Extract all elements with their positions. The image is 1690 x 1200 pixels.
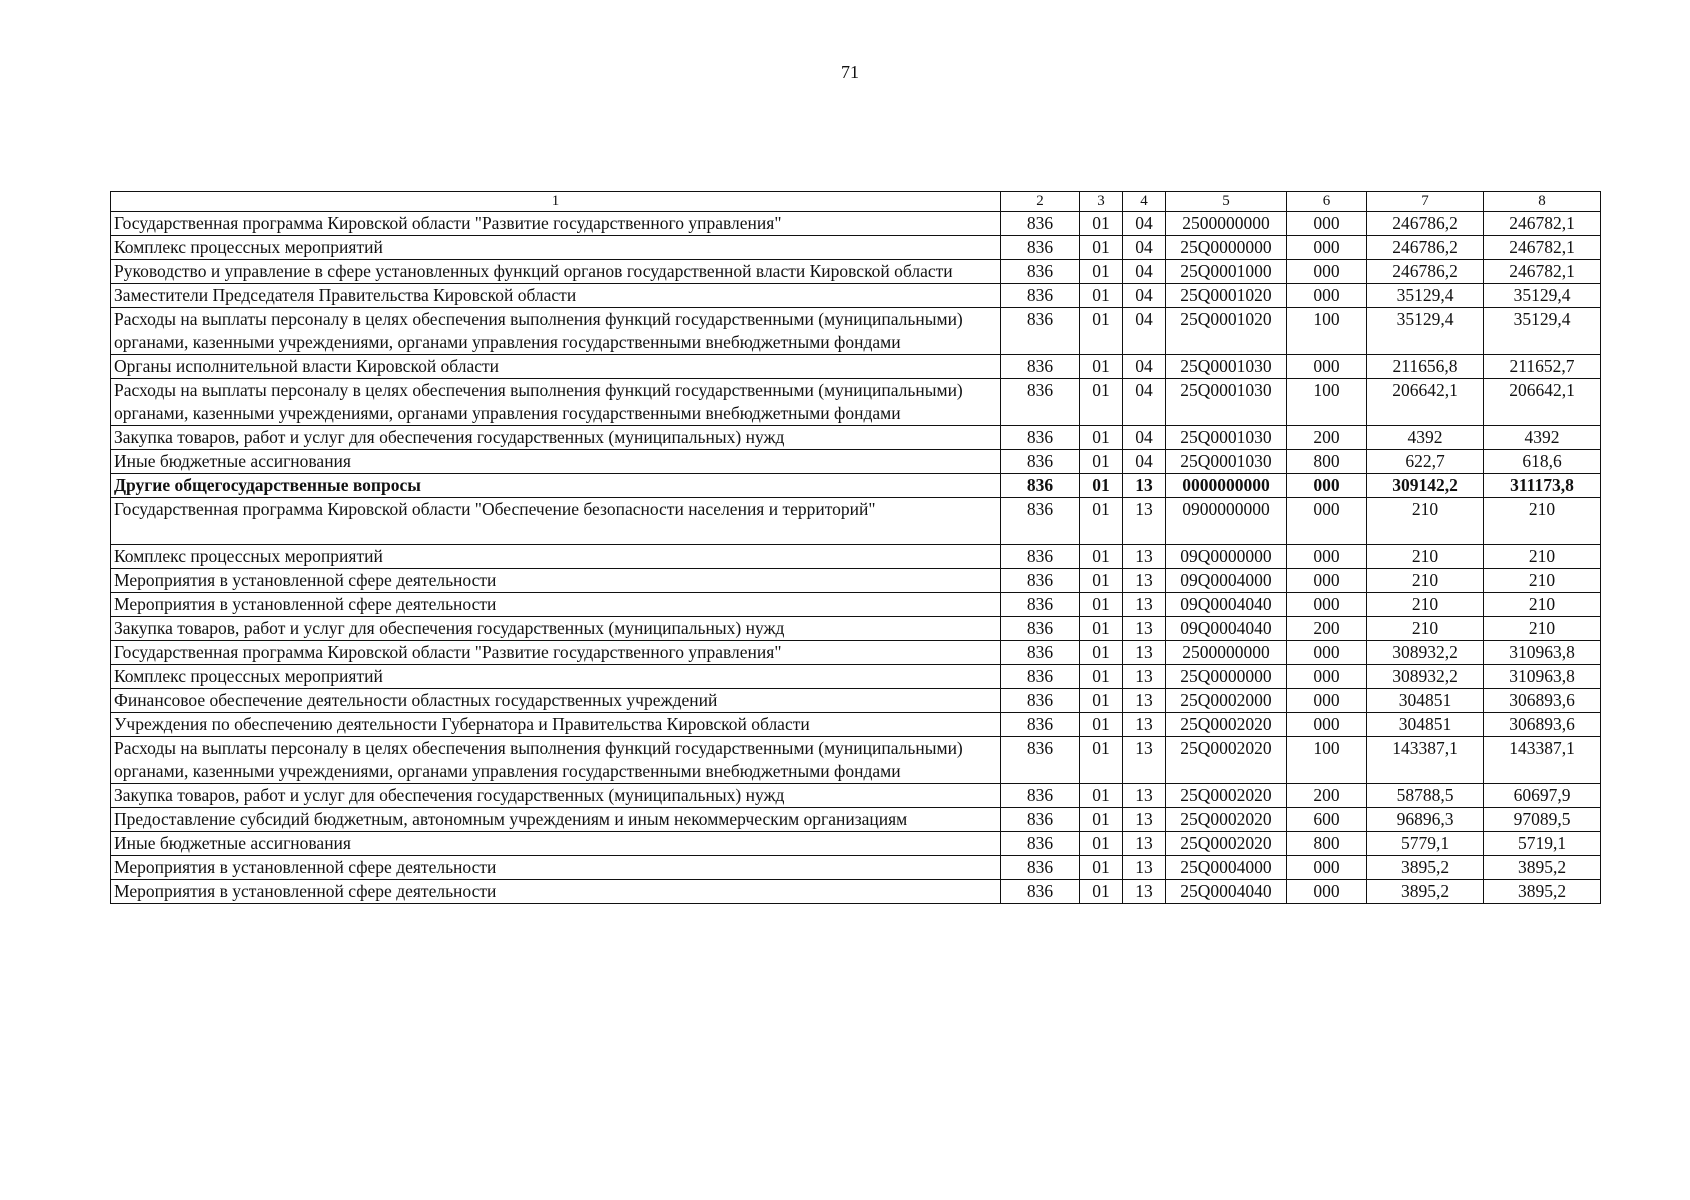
- cell-section: 01: [1080, 856, 1123, 880]
- cell-subsection: 04: [1123, 379, 1166, 426]
- cell-amount-year1: 210: [1367, 593, 1484, 617]
- cell-target-article: 25Q0002020: [1166, 737, 1287, 784]
- cell-section: 01: [1080, 426, 1123, 450]
- cell-name: Комплекс процессных мероприятий: [111, 236, 1001, 260]
- table-row: [111, 784, 1601, 808]
- cell-name: Предоставление субсидий бюджетным, автономным учреждениям и иным некоммерческим организациям: [111, 808, 1001, 832]
- cell-admin-code: 836: [1001, 641, 1080, 665]
- budget-table: [110, 191, 1601, 904]
- cell-name: Органы исполнительной власти Кировской области: [111, 355, 1001, 379]
- cell-target-article: 09Q0004000: [1166, 569, 1287, 593]
- cell-amount-year2: 4392: [1484, 426, 1601, 450]
- cell-expense-type: 000: [1287, 236, 1367, 260]
- table-row: [111, 689, 1601, 713]
- cell-name: Расходы на выплаты персоналу в целях обеспечения выполнения функций государственными (муниципальными) органами, казенными учреждениями, органами управления государственными внебюджетными фондами: [111, 308, 1001, 355]
- cell-name: Финансовое обеспечение деятельности областных государственных учреждений: [111, 689, 1001, 713]
- cell-amount-year2: 143387,1: [1484, 737, 1601, 784]
- cell-subsection: 13: [1123, 641, 1166, 665]
- cell-target-article: 25Q0002020: [1166, 808, 1287, 832]
- cell-expense-type: 000: [1287, 260, 1367, 284]
- cell-name: Заместители Председателя Правительства Кировской области: [111, 284, 1001, 308]
- cell-amount-year2: 210: [1484, 569, 1601, 593]
- cell-amount-year1: 206642,1: [1367, 379, 1484, 426]
- table-row: [111, 641, 1601, 665]
- cell-expense-type: 000: [1287, 569, 1367, 593]
- table-row: [111, 355, 1601, 379]
- cell-target-article: 25Q0002020: [1166, 713, 1287, 737]
- cell-amount-year1: 35129,4: [1367, 284, 1484, 308]
- cell-admin-code: 836: [1001, 474, 1080, 498]
- cell-section: 01: [1080, 689, 1123, 713]
- cell-amount-year2: 310963,8: [1484, 641, 1601, 665]
- cell-target-article: 25Q0000000: [1166, 236, 1287, 260]
- table-row: [111, 665, 1601, 689]
- cell-name: Иные бюджетные ассигнования: [111, 450, 1001, 474]
- column-header: 5: [1166, 192, 1287, 212]
- cell-expense-type: 100: [1287, 308, 1367, 355]
- table-row: [111, 545, 1601, 569]
- cell-section: 01: [1080, 379, 1123, 426]
- cell-admin-code: 836: [1001, 617, 1080, 641]
- cell-expense-type: 100: [1287, 737, 1367, 784]
- table-row: [111, 426, 1601, 450]
- cell-expense-type: 000: [1287, 713, 1367, 737]
- cell-name: Государственная программа Кировской области "Обеспечение безопасности населения и территорий": [111, 498, 1001, 545]
- cell-admin-code: 836: [1001, 260, 1080, 284]
- cell-admin-code: 836: [1001, 737, 1080, 784]
- cell-name: Учреждения по обеспечению деятельности Губернатора и Правительства Кировской области: [111, 713, 1001, 737]
- cell-amount-year2: 246782,1: [1484, 236, 1601, 260]
- cell-subsection: 13: [1123, 593, 1166, 617]
- cell-expense-type: 000: [1287, 284, 1367, 308]
- column-header: 6: [1287, 192, 1367, 212]
- cell-expense-type: 000: [1287, 641, 1367, 665]
- cell-name: Мероприятия в установленной сфере деятельности: [111, 593, 1001, 617]
- cell-expense-type: 000: [1287, 545, 1367, 569]
- cell-target-article: 0000000000: [1166, 474, 1287, 498]
- cell-admin-code: 836: [1001, 308, 1080, 355]
- cell-subsection: 13: [1123, 474, 1166, 498]
- cell-amount-year1: 246786,2: [1367, 236, 1484, 260]
- cell-amount-year1: 35129,4: [1367, 308, 1484, 355]
- cell-admin-code: 836: [1001, 593, 1080, 617]
- cell-name: Закупка товаров, работ и услуг для обеспечения государственных (муниципальных) нужд: [111, 426, 1001, 450]
- cell-target-article: 25Q0002000: [1166, 689, 1287, 713]
- table-header-row: [111, 192, 1601, 212]
- cell-amount-year2: 618,6: [1484, 450, 1601, 474]
- cell-amount-year2: 310963,8: [1484, 665, 1601, 689]
- cell-amount-year2: 211652,7: [1484, 355, 1601, 379]
- cell-subsection: 13: [1123, 808, 1166, 832]
- cell-expense-type: 200: [1287, 784, 1367, 808]
- cell-expense-type: 000: [1287, 689, 1367, 713]
- cell-amount-year2: 306893,6: [1484, 689, 1601, 713]
- cell-subsection: 13: [1123, 498, 1166, 545]
- cell-amount-year1: 304851: [1367, 689, 1484, 713]
- cell-name: Другие общегосударственные вопросы: [111, 474, 1001, 498]
- cell-admin-code: 836: [1001, 808, 1080, 832]
- cell-admin-code: 836: [1001, 569, 1080, 593]
- cell-amount-year2: 97089,5: [1484, 808, 1601, 832]
- cell-admin-code: 836: [1001, 236, 1080, 260]
- table-row: [111, 832, 1601, 856]
- table-row: [111, 260, 1601, 284]
- cell-expense-type: 600: [1287, 808, 1367, 832]
- cell-subsection: 04: [1123, 236, 1166, 260]
- table-row: [111, 474, 1601, 498]
- cell-expense-type: 000: [1287, 665, 1367, 689]
- cell-admin-code: 836: [1001, 212, 1080, 236]
- cell-amount-year1: 210: [1367, 498, 1484, 545]
- cell-amount-year2: 3895,2: [1484, 880, 1601, 904]
- cell-name: Закупка товаров, работ и услуг для обеспечения государственных (муниципальных) нужд: [111, 617, 1001, 641]
- cell-amount-year2: 35129,4: [1484, 284, 1601, 308]
- cell-amount-year1: 58788,5: [1367, 784, 1484, 808]
- table-row: [111, 713, 1601, 737]
- cell-section: 01: [1080, 545, 1123, 569]
- cell-amount-year1: 4392: [1367, 426, 1484, 450]
- cell-amount-year1: 210: [1367, 569, 1484, 593]
- cell-expense-type: 800: [1287, 450, 1367, 474]
- cell-amount-year2: 35129,4: [1484, 308, 1601, 355]
- table-row: [111, 379, 1601, 426]
- cell-expense-type: 000: [1287, 355, 1367, 379]
- column-header: 2: [1001, 192, 1080, 212]
- cell-name: Государственная программа Кировской области "Развитие государственного управления": [111, 641, 1001, 665]
- cell-admin-code: 836: [1001, 426, 1080, 450]
- cell-name: Мероприятия в установленной сфере деятельности: [111, 880, 1001, 904]
- cell-amount-year1: 211656,8: [1367, 355, 1484, 379]
- cell-section: 01: [1080, 260, 1123, 284]
- cell-subsection: 04: [1123, 212, 1166, 236]
- cell-admin-code: 836: [1001, 355, 1080, 379]
- table-row: [111, 284, 1601, 308]
- cell-amount-year2: 311173,8: [1484, 474, 1601, 498]
- cell-expense-type: 200: [1287, 617, 1367, 641]
- cell-subsection: 04: [1123, 284, 1166, 308]
- table-row: [111, 569, 1601, 593]
- cell-name: Мероприятия в установленной сфере деятельности: [111, 569, 1001, 593]
- cell-amount-year2: 210: [1484, 593, 1601, 617]
- cell-admin-code: 836: [1001, 545, 1080, 569]
- cell-expense-type: 000: [1287, 474, 1367, 498]
- cell-subsection: 13: [1123, 617, 1166, 641]
- column-header: 1: [111, 192, 1001, 212]
- cell-subsection: 13: [1123, 569, 1166, 593]
- cell-admin-code: 836: [1001, 856, 1080, 880]
- table-row: [111, 236, 1601, 260]
- cell-subsection: 04: [1123, 426, 1166, 450]
- cell-admin-code: 836: [1001, 498, 1080, 545]
- cell-target-article: 09Q0004040: [1166, 617, 1287, 641]
- cell-amount-year1: 3895,2: [1367, 856, 1484, 880]
- cell-name: Руководство и управление в сфере установленных функций органов государственной власти Кировской области: [111, 260, 1001, 284]
- cell-subsection: 04: [1123, 260, 1166, 284]
- cell-amount-year1: 96896,3: [1367, 808, 1484, 832]
- cell-name: Мероприятия в установленной сфере деятельности: [111, 856, 1001, 880]
- cell-section: 01: [1080, 665, 1123, 689]
- table-row: [111, 308, 1601, 355]
- cell-name: Комплекс процессных мероприятий: [111, 665, 1001, 689]
- table-row: [111, 498, 1601, 545]
- cell-section: 01: [1080, 569, 1123, 593]
- cell-section: 01: [1080, 832, 1123, 856]
- cell-target-article: 25Q0001030: [1166, 450, 1287, 474]
- cell-target-article: 25Q0004040: [1166, 880, 1287, 904]
- cell-admin-code: 836: [1001, 880, 1080, 904]
- table-row: [111, 880, 1601, 904]
- cell-subsection: 13: [1123, 545, 1166, 569]
- table-row: [111, 856, 1601, 880]
- cell-amount-year1: 143387,1: [1367, 737, 1484, 784]
- cell-subsection: 13: [1123, 737, 1166, 784]
- cell-amount-year2: 306893,6: [1484, 713, 1601, 737]
- column-header: 8: [1484, 192, 1601, 212]
- cell-name: Расходы на выплаты персоналу в целях обеспечения выполнения функций государственными (муниципальными) органами, казенными учреждениями, органами управления государственными внебюджетными фондами: [111, 379, 1001, 426]
- cell-admin-code: 836: [1001, 665, 1080, 689]
- cell-section: 01: [1080, 236, 1123, 260]
- cell-admin-code: 836: [1001, 284, 1080, 308]
- table-row: [111, 212, 1601, 236]
- cell-section: 01: [1080, 284, 1123, 308]
- cell-section: 01: [1080, 808, 1123, 832]
- cell-amount-year2: 246782,1: [1484, 212, 1601, 236]
- cell-subsection: 13: [1123, 665, 1166, 689]
- cell-expense-type: 000: [1287, 498, 1367, 545]
- cell-amount-year1: 5779,1: [1367, 832, 1484, 856]
- cell-admin-code: 836: [1001, 713, 1080, 737]
- cell-name: Закупка товаров, работ и услуг для обеспечения государственных (муниципальных) нужд: [111, 784, 1001, 808]
- table-body: [111, 212, 1601, 904]
- cell-section: 01: [1080, 617, 1123, 641]
- cell-section: 01: [1080, 498, 1123, 545]
- cell-amount-year1: 304851: [1367, 713, 1484, 737]
- table-row: [111, 593, 1601, 617]
- cell-target-article: 0900000000: [1166, 498, 1287, 545]
- cell-subsection: 04: [1123, 355, 1166, 379]
- cell-target-article: 25Q0000000: [1166, 665, 1287, 689]
- column-header: 7: [1367, 192, 1484, 212]
- cell-target-article: 25Q0002020: [1166, 832, 1287, 856]
- cell-amount-year2: 206642,1: [1484, 379, 1601, 426]
- cell-subsection: 13: [1123, 689, 1166, 713]
- cell-expense-type: 000: [1287, 856, 1367, 880]
- cell-admin-code: 836: [1001, 784, 1080, 808]
- cell-target-article: 2500000000: [1166, 641, 1287, 665]
- cell-name: Государственная программа Кировской области "Развитие государственного управления": [111, 212, 1001, 236]
- cell-target-article: 25Q0002020: [1166, 784, 1287, 808]
- cell-amount-year2: 210: [1484, 545, 1601, 569]
- cell-amount-year2: 210: [1484, 617, 1601, 641]
- cell-subsection: 13: [1123, 713, 1166, 737]
- cell-target-article: 09Q0000000: [1166, 545, 1287, 569]
- cell-amount-year2: 60697,9: [1484, 784, 1601, 808]
- cell-amount-year1: 3895,2: [1367, 880, 1484, 904]
- table-row: [111, 450, 1601, 474]
- cell-target-article: 25Q0001020: [1166, 284, 1287, 308]
- cell-target-article: 09Q0004040: [1166, 593, 1287, 617]
- cell-section: 01: [1080, 308, 1123, 355]
- cell-target-article: 2500000000: [1166, 212, 1287, 236]
- cell-name: Иные бюджетные ассигнования: [111, 832, 1001, 856]
- cell-target-article: 25Q0001000: [1166, 260, 1287, 284]
- cell-subsection: 13: [1123, 832, 1166, 856]
- cell-target-article: 25Q0001020: [1166, 308, 1287, 355]
- cell-amount-year1: 246786,2: [1367, 212, 1484, 236]
- cell-amount-year1: 210: [1367, 617, 1484, 641]
- cell-subsection: 04: [1123, 450, 1166, 474]
- table-row: [111, 617, 1601, 641]
- cell-section: 01: [1080, 212, 1123, 236]
- cell-amount-year2: 246782,1: [1484, 260, 1601, 284]
- cell-amount-year2: 3895,2: [1484, 856, 1601, 880]
- page-number: 71: [841, 62, 859, 82]
- cell-subsection: 13: [1123, 880, 1166, 904]
- cell-amount-year1: 210: [1367, 545, 1484, 569]
- cell-amount-year2: 5719,1: [1484, 832, 1601, 856]
- cell-subsection: 13: [1123, 856, 1166, 880]
- cell-target-article: 25Q0001030: [1166, 426, 1287, 450]
- cell-section: 01: [1080, 880, 1123, 904]
- cell-target-article: 25Q0001030: [1166, 355, 1287, 379]
- cell-expense-type: 800: [1287, 832, 1367, 856]
- cell-amount-year1: 246786,2: [1367, 260, 1484, 284]
- column-header: 3: [1080, 192, 1123, 212]
- column-header: 4: [1123, 192, 1166, 212]
- cell-section: 01: [1080, 641, 1123, 665]
- table-row: [111, 808, 1601, 832]
- cell-amount-year2: 210: [1484, 498, 1601, 545]
- cell-admin-code: 836: [1001, 450, 1080, 474]
- cell-amount-year1: 308932,2: [1367, 641, 1484, 665]
- cell-section: 01: [1080, 450, 1123, 474]
- cell-admin-code: 836: [1001, 689, 1080, 713]
- cell-target-article: 25Q0001030: [1166, 379, 1287, 426]
- cell-amount-year1: 622,7: [1367, 450, 1484, 474]
- cell-subsection: 04: [1123, 308, 1166, 355]
- cell-target-article: 25Q0004000: [1166, 856, 1287, 880]
- cell-expense-type: 000: [1287, 880, 1367, 904]
- cell-name: Расходы на выплаты персоналу в целях обеспечения выполнения функций государственными (муниципальными) органами, казенными учреждениями, органами управления государственными внебюджетными фондами: [111, 737, 1001, 784]
- cell-section: 01: [1080, 593, 1123, 617]
- cell-admin-code: 836: [1001, 379, 1080, 426]
- cell-section: 01: [1080, 784, 1123, 808]
- cell-section: 01: [1080, 474, 1123, 498]
- cell-amount-year1: 308932,2: [1367, 665, 1484, 689]
- table-row: [111, 737, 1601, 784]
- cell-admin-code: 836: [1001, 832, 1080, 856]
- cell-section: 01: [1080, 355, 1123, 379]
- cell-name: Комплекс процессных мероприятий: [111, 545, 1001, 569]
- cell-expense-type: 000: [1287, 593, 1367, 617]
- cell-expense-type: 100: [1287, 379, 1367, 426]
- cell-section: 01: [1080, 713, 1123, 737]
- cell-section: 01: [1080, 737, 1123, 784]
- cell-subsection: 13: [1123, 784, 1166, 808]
- cell-amount-year1: 309142,2: [1367, 474, 1484, 498]
- cell-expense-type: 200: [1287, 426, 1367, 450]
- cell-expense-type: 000: [1287, 212, 1367, 236]
